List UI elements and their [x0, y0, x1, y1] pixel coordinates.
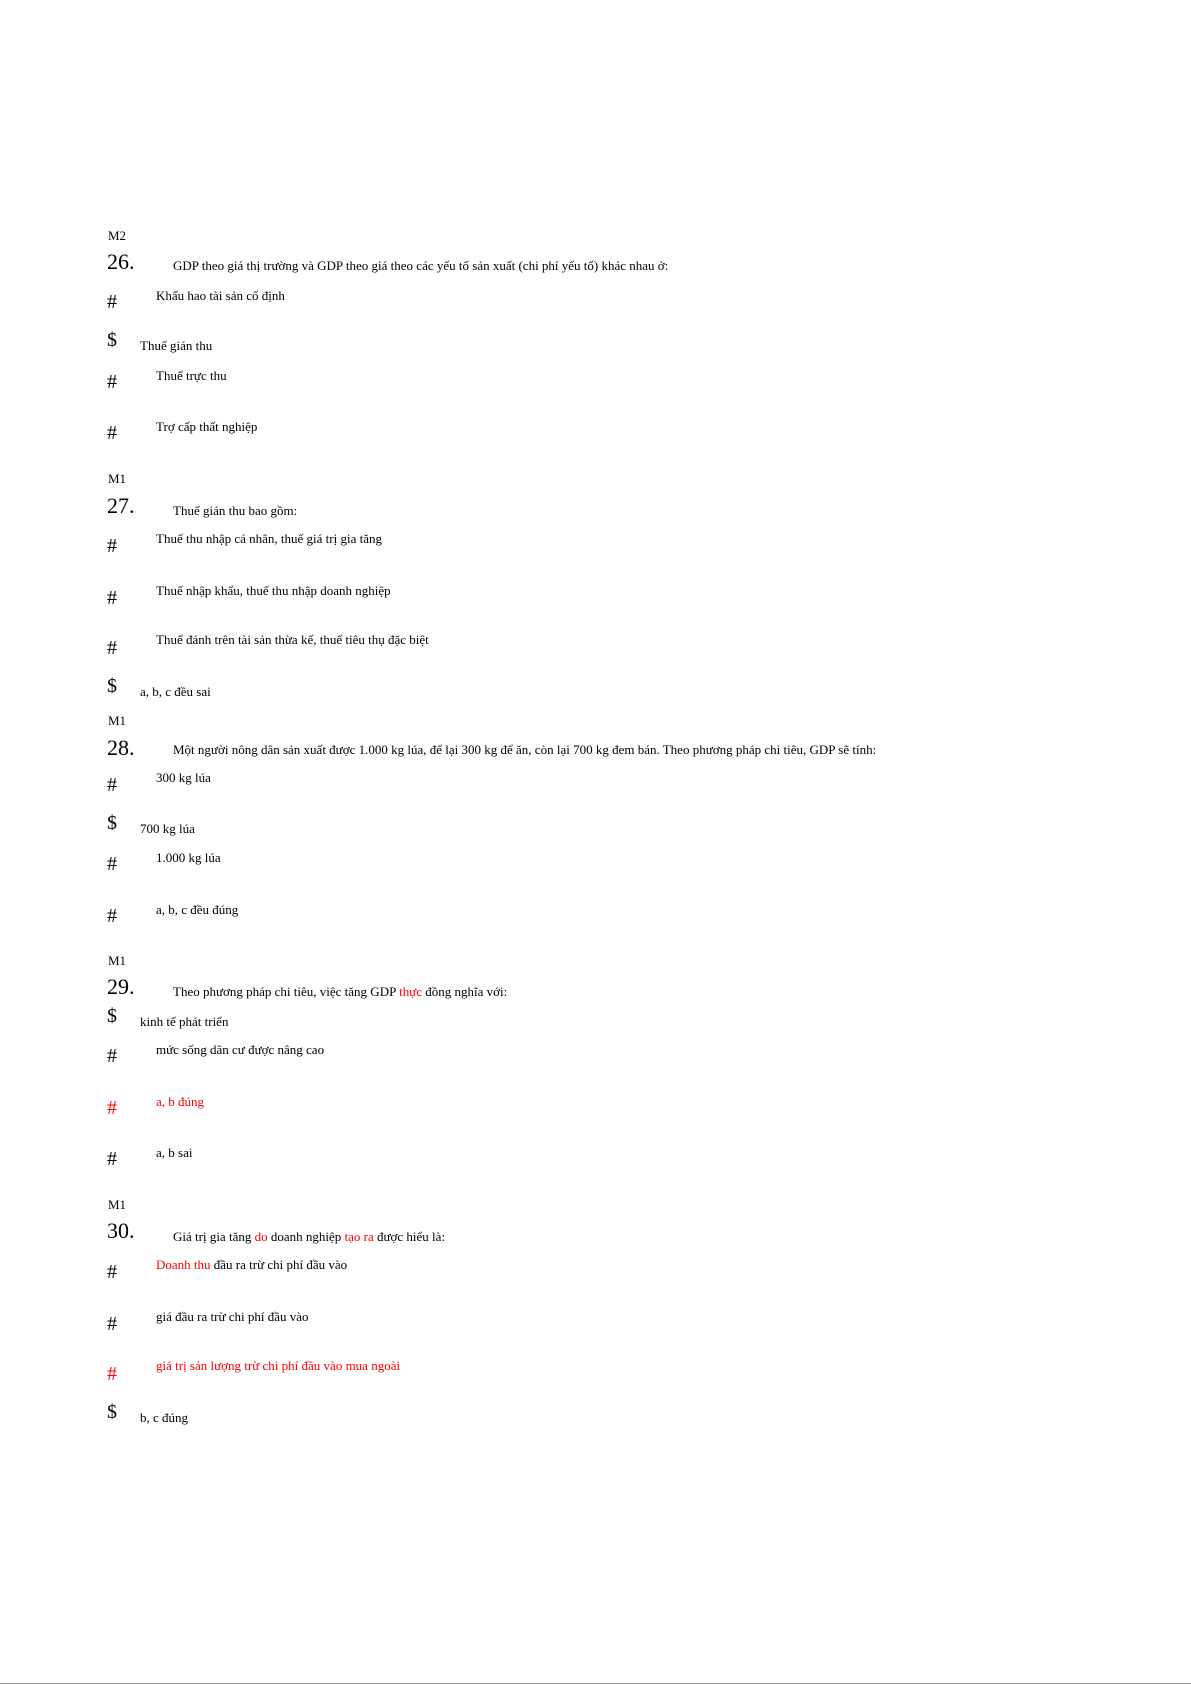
answer-marker: # — [107, 291, 117, 313]
answer-option-text — [156, 288, 285, 304]
correct-answer-marker: $ — [107, 675, 117, 697]
highlighted-text: a, b đúng — [156, 1094, 205, 1109]
text-run: Thuế trực thu — [156, 368, 227, 383]
text-run: a, b, c đều đúng — [156, 902, 239, 917]
correct-answer-marker: $ — [107, 1005, 117, 1027]
question-level: M1 — [108, 471, 127, 486]
text-run: Thuế đánh trên tài sản thừa kế, thuế tiêu thụ đặc biệt — [156, 632, 429, 647]
answer-marker: # — [107, 587, 117, 609]
question-number: 30. — [107, 1218, 135, 1243]
correct-answer-marker: $ — [107, 329, 117, 351]
text-run: Thuế thu nhập cá nhân, thuế giá trị gia tăng — [156, 531, 382, 546]
answer-marker: # — [107, 637, 117, 659]
answer-marker: # — [107, 853, 117, 875]
answer-option-text — [156, 1042, 324, 1058]
answer-option-text — [156, 583, 391, 599]
answer-option-text — [156, 531, 382, 547]
text-run: Thuế nhập khẩu, thuế thu nhập doanh nghiệp — [156, 583, 391, 598]
question-text — [173, 503, 297, 519]
answer-option-text — [156, 850, 221, 866]
text-run: b, c đúng — [140, 1410, 189, 1425]
question-number: 26. — [107, 249, 135, 274]
text-run: Thuế gián thu bao gồm: — [173, 503, 298, 518]
text-run: a, b sai — [156, 1145, 193, 1160]
text-run: 300 kg lúa — [156, 770, 211, 785]
answer-marker: # — [107, 905, 117, 927]
text-run: Giá trị gia tăng — [173, 1229, 255, 1244]
question-level: M1 — [108, 713, 127, 728]
answer-marker: # — [107, 1261, 117, 1283]
answer-option-text — [140, 1014, 228, 1030]
answer-option-text — [140, 338, 212, 354]
highlighted-text: thực — [399, 984, 423, 999]
text-run: 700 kg lúa — [140, 821, 195, 836]
answer-marker: # — [107, 774, 117, 796]
answer-marker: # — [107, 422, 117, 444]
highlighted-text: giá trị sản lượng trừ chi phí đầu vào mua ngoài — [156, 1358, 401, 1373]
text-run: mức sống dân cư được nâng cao — [156, 1042, 325, 1057]
answer-option-text — [156, 1358, 400, 1374]
answer-option-text — [140, 684, 211, 700]
correct-answer-marker: $ — [107, 812, 117, 834]
answer-marker: # — [107, 1148, 117, 1170]
question-text — [173, 258, 668, 274]
answer-marker: # — [107, 1045, 117, 1067]
question-level: M1 — [108, 953, 127, 968]
answer-option-text — [140, 1410, 188, 1426]
question-number: 28. — [107, 735, 135, 760]
text-run: Trợ cấp thất nghiệp — [156, 419, 258, 434]
text-run: Theo phương pháp chi tiêu, việc tăng GDP — [173, 984, 400, 999]
answer-option-text — [156, 632, 429, 648]
highlighted-text: Doanh thu — [156, 1257, 211, 1272]
question-text — [173, 984, 507, 1000]
question-level: M1 — [108, 1197, 127, 1212]
answer-marker: # — [107, 535, 117, 557]
text-run: 1.000 kg lúa — [156, 850, 221, 865]
text-run: doanh nghiệp — [267, 1229, 345, 1244]
text-run: Một người nông dân sản xuất được 1.000 kg lúa, để lại 300 kg để ăn, còn lại 700 kg đem bán. Theo phương pháp chi tiêu, GDP sẽ tính: — [173, 742, 877, 757]
page-footer-divider — [0, 1683, 1191, 1684]
answer-marker: # — [107, 1313, 117, 1335]
text-run: Thuế gián thu — [140, 338, 213, 353]
text-run: được hiểu là: — [373, 1229, 446, 1244]
answer-option-text — [156, 770, 211, 786]
answer-option-text — [156, 1309, 309, 1325]
correct-answer-marker: $ — [107, 1401, 117, 1423]
text-run: giá đầu ra trừ chi phí đầu vào — [156, 1309, 309, 1324]
answer-option-text — [156, 1094, 204, 1110]
answer-marker: # — [107, 1363, 117, 1385]
question-text — [173, 1229, 445, 1245]
question-number: 27. — [107, 493, 135, 518]
text-run: GDP theo giá thị trường và GDP theo giá theo các yếu tố sản xuất (chi phí yếu tố) khác nhau ở: — [173, 258, 669, 273]
answer-option-text — [156, 368, 227, 384]
text-run: đầu ra trừ chi phí đầu vào — [210, 1257, 348, 1272]
answer-option-text — [156, 419, 257, 435]
question-number: 29. — [107, 974, 135, 999]
question-level: M2 — [108, 228, 127, 243]
highlighted-text: tạo ra — [344, 1229, 374, 1244]
answer-option-text — [156, 902, 238, 918]
answer-option-text — [156, 1145, 192, 1161]
question-text — [173, 742, 876, 758]
text-run: kinh tế phát triển — [140, 1014, 229, 1029]
text-run: đồng nghĩa với: — [422, 984, 508, 999]
highlighted-text: do — [254, 1229, 268, 1244]
answer-option-text — [156, 1257, 347, 1273]
text-run: Khấu hao tài sản cố định — [156, 288, 285, 303]
answer-marker: # — [107, 371, 117, 393]
text-run: a, b, c đều sai — [140, 684, 211, 699]
answer-marker: # — [107, 1097, 117, 1119]
answer-option-text — [140, 821, 195, 837]
